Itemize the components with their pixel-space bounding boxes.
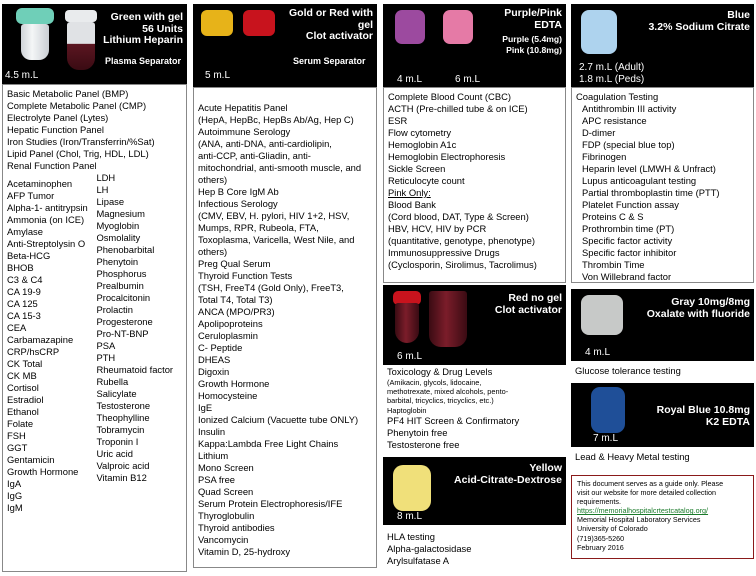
tube-volume: 5 m.L (205, 70, 231, 81)
test-item: Hep B Core IgM Ab (198, 186, 279, 197)
test-item: Thyroglobulin (198, 510, 255, 521)
test-item: Phenytoin free (387, 426, 448, 438)
tube-volume-purple: 4 m.L (397, 74, 423, 85)
test-item: Quad Screen (198, 486, 254, 497)
test-item: Amylase (7, 226, 43, 237)
test-item: Von Willebrand factor (582, 271, 672, 282)
gel-tube-body-icon (67, 22, 95, 70)
royal-blue-tube-cap-icon (591, 387, 625, 433)
test-item: Insulin (198, 426, 226, 437)
test-item: Specific factor activity (582, 235, 673, 246)
test-item: others) (198, 174, 228, 185)
test-item: Ceruloplasmin (198, 330, 258, 341)
test-item: Coagulation Testing (576, 91, 659, 102)
yellow-tube-cap-icon (393, 465, 431, 511)
header-gold-tube (193, 4, 377, 87)
test-item: Mono Screen (198, 462, 254, 473)
green-tube-body-icon (21, 24, 49, 60)
header-royal-blue-tube (571, 383, 754, 447)
test-item: (CMV, EBV, H. pylori, HIV 1+2, HSV, (198, 210, 350, 221)
test-item: Alpha-1- antitrypsin (7, 202, 88, 213)
gold-tube-cap-icon (201, 10, 233, 36)
test-item: Blood Bank (388, 199, 436, 210)
red-tube-cap-icon (243, 10, 275, 36)
tube-volume: 7 m.L (593, 433, 619, 444)
test-item: Vitamin B12 (96, 472, 147, 483)
test-item: IgM (7, 502, 23, 513)
green-tube-cap-icon (16, 8, 54, 24)
test-item: (quantitative, genotype, phenotype) (388, 235, 535, 246)
test-item: Phenytoin (96, 256, 139, 267)
tube-volume: 4 m.L (585, 347, 611, 358)
test-item: LDH (96, 172, 116, 183)
test-item: CA 125 (7, 298, 38, 309)
column-blue-sodium-citrate (571, 4, 754, 572)
test-item: Serum Protein Electrophoresis/IFE (198, 498, 343, 509)
header-title: Purple/Pink EDTA (504, 7, 562, 31)
test-item: Prolactin (96, 304, 133, 315)
red-tube-blood-icon (429, 291, 467, 347)
test-item: Prothrombin time (PT) (582, 223, 675, 234)
header-title: Gray 10mg/8mg Oxalate with fluoride (646, 296, 750, 320)
test-item: Preg Qual Serum (198, 258, 271, 269)
test-item: Carbamazapine (7, 334, 74, 345)
test-item: Complete Blood Count (CBC) (388, 91, 511, 102)
test-item: Renal Function Panel (7, 160, 97, 171)
test-item: ACTH (Pre-chilled tube & on ICE) (388, 103, 528, 114)
test-item: Partial thromboplastin time (PTT) (582, 187, 720, 198)
pink-tube-cap-icon (443, 10, 473, 44)
test-item: (ANA, anti-DNA, anti-cardiolipin, (198, 138, 332, 149)
test-item: Gentamicin (7, 454, 55, 465)
test-item: Lipid Panel (Chol, Trig, HDL, LDL) (7, 148, 149, 159)
gel-tube-cap-icon (65, 10, 97, 22)
test-item: (TSH, FreeT4 (Gold Only), FreeT3, (198, 282, 344, 293)
test-item: FSH (7, 430, 26, 441)
test-item: Phenobarbital (96, 244, 155, 255)
test-item: Prealbumin (96, 280, 144, 291)
test-item: Ethanol (7, 406, 39, 417)
note-line: Memorial Hospital Laboratory Services (577, 515, 701, 525)
test-item: CEA (7, 322, 27, 333)
test-item: Sickle Screen (388, 163, 446, 174)
test-item: Platelet Function assay (582, 199, 679, 210)
test-item: Acetaminophen (7, 178, 73, 189)
test-item: Myoglobin (96, 220, 140, 231)
test-item: Progesterone (96, 316, 153, 327)
note-line: February 2016 (577, 542, 624, 552)
tube-volume-adult: 2.7 m.L (Adult) (579, 62, 645, 73)
header-blue-tube (571, 4, 754, 87)
note-line: This document serves as a guide only. Please (577, 479, 724, 488)
test-item: HLA testing (387, 531, 435, 542)
test-item: PSA (96, 340, 116, 351)
test-item: PSA free (198, 474, 236, 485)
yellow-tube-tests (383, 525, 566, 567)
test-item: Glucose tolerance testing (575, 365, 681, 376)
test-item: (HepA, HepBc, HepBs Ab/Ag, Hep C) (198, 114, 354, 125)
test-item: Digoxin (198, 366, 230, 377)
test-item: Hemoglobin Electrophoresis (388, 151, 506, 162)
test-item: ANCA (MPO/PR3) (198, 306, 275, 317)
test-item: others) (198, 246, 228, 257)
test-item: Heparin level (LMWH & Unfract) (582, 163, 716, 174)
test-item: CRP/hsCRP (7, 346, 60, 357)
test-item: Thyroid Function Tests (198, 270, 293, 281)
test-item: D-dimer (582, 127, 616, 138)
gray-tube-cap-icon (581, 295, 623, 335)
test-item: Cortisol (7, 382, 39, 393)
test-item: Electrolyte Panel (Lytes) (7, 112, 109, 123)
test-item: Magnesium (96, 208, 145, 219)
test-item: (Cord blood, DAT, Type & Screen) (388, 211, 529, 222)
test-item: Vancomycin (198, 534, 249, 545)
gray-tube-tests (571, 361, 754, 383)
header-green-tube (2, 4, 187, 84)
test-item: Tobramycin (96, 424, 145, 435)
disclaimer-note (571, 475, 754, 559)
test-item: Antithrombin III activity (582, 103, 677, 114)
test-item: PTH (96, 352, 116, 363)
test-item: FDP (special blue top) (582, 139, 675, 150)
test-item: Pink Only: (388, 187, 431, 198)
test-item: Mumps, RPR, Rubeola, FTA, (198, 222, 319, 233)
tube-volume-pink: 6 m.L (455, 74, 481, 85)
test-item: Hemoglobin A1c (388, 139, 457, 150)
test-item: IgA (7, 478, 22, 489)
header-title: Blue 3.2% Sodium Citrate (648, 9, 750, 33)
purple-tube-cap-icon (395, 10, 425, 44)
test-list-left (7, 172, 96, 514)
column-green-lithium-heparin (2, 4, 187, 572)
test-item: C- Peptide (198, 342, 243, 353)
test-item: Total T4, Total T3) (198, 294, 273, 305)
test-item: Alpha-galactosidase (387, 543, 472, 554)
test-item: Osmolality (96, 232, 141, 243)
test-item: APC resistance (582, 115, 647, 126)
test-item: Lithium (198, 450, 229, 461)
test-item: Ammonia (on ICE) (7, 214, 85, 225)
test-item: Anti-Streptolysin O (7, 238, 86, 249)
test-list-right (96, 172, 182, 514)
test-item: Complete Metabolic Panel (CMP) (7, 100, 147, 111)
test-item: Autoimmune Serology (198, 126, 291, 137)
test-item: mitochondrial, anti-smooth muscle, and (198, 162, 362, 173)
test-item: IgG (7, 490, 23, 501)
test-item: Specific factor inhibitor (582, 247, 677, 258)
test-item: CK MB (7, 370, 37, 381)
header-red-tube (383, 285, 566, 365)
note-line: (719)365-5260 (577, 533, 625, 543)
test-item-detail: barbital, tricyclics, tricyclics, etc.) (387, 396, 494, 406)
test-item: Rubella (96, 376, 129, 387)
test-item: Immunosuppressive Drugs (388, 247, 500, 258)
test-item: HBV, HCV, HIV by PCR (388, 223, 487, 234)
test-item: Theophylline (96, 412, 150, 423)
test-item: Troponin I (96, 436, 139, 447)
tube-volume: 8 m.L (397, 511, 423, 522)
header-yellow-tube (383, 457, 566, 525)
note-line: requirements. (577, 497, 621, 507)
test-item-detail: methotrexate, mixed alcohols, pento- (387, 387, 509, 397)
green-tube-tests (2, 84, 187, 572)
header-title: Royal Blue 10.8mg K2 EDTA (656, 404, 750, 428)
header-title: Red no gel Clot activator (494, 292, 562, 316)
test-item: Vitamin D, 25-hydroxy (198, 546, 291, 557)
tube-volume-peds: 1.8 m.L (Peds) (579, 74, 645, 85)
header-gray-tube (571, 289, 754, 361)
test-item: Uric acid (96, 448, 133, 459)
column-purple-pink-edta (383, 4, 566, 572)
header-title: Yellow Acid-Citrate-Dextrose (454, 462, 562, 486)
header-subtitle: Serum Separator (293, 56, 366, 66)
test-item: PF4 HIT Screen & Confirmatory (387, 414, 520, 426)
test-item: IgE (198, 402, 213, 413)
test-item: Estradiol (7, 394, 44, 405)
test-item: Growth Hormone (7, 466, 79, 477)
test-item: (Cyclosporin, Sirolimus, Tacrolimus) (388, 259, 537, 270)
test-item: Arylsulfatase A (387, 555, 450, 566)
test-item: CK Total (7, 358, 43, 369)
note-line: visit our website for more detailed collection (577, 488, 717, 498)
test-item: AFP Tumor (7, 190, 55, 201)
test-item: Testosterone (96, 400, 151, 411)
note-line: University of Colorado (577, 524, 648, 534)
test-item: Testosterone free (387, 438, 460, 450)
coag-test-list (576, 103, 749, 283)
test-item: GGT (7, 442, 28, 453)
test-item: Ionized Calcium (Vacuette tube ONLY) (198, 414, 359, 425)
test-item: Lead & Heavy Metal testing (575, 451, 690, 462)
header-subtitle: Purple (5.4mg) Pink (10.8mg) (502, 34, 562, 55)
test-item: CA 19-9 (7, 286, 41, 297)
test-item: LH (96, 184, 109, 195)
test-item: Lipase (96, 196, 125, 207)
test-item: Valproic acid (96, 460, 150, 471)
test-item: C3 & C4 (7, 274, 43, 285)
test-item: Basic Metabolic Panel (BMP) (7, 88, 129, 99)
test-item: BHOB (7, 262, 34, 273)
header-title: Green with gel 56 Units Lithium Heparin (103, 11, 183, 46)
test-item: Thrombin Time (582, 259, 645, 270)
test-item: Phosphorus (96, 268, 147, 279)
test-item: Iron Studies (Iron/Transferrin/%Sat) (7, 136, 155, 147)
red-tube-tests (383, 365, 566, 455)
red-no-gel-body-icon (395, 303, 419, 343)
column-gold-serum-separator (193, 4, 377, 572)
header-subtitle: Plasma Separator (105, 56, 182, 66)
test-item: Lupus anticoagulant testing (582, 175, 697, 186)
test-item-detail: (Amikacin, glycols, lidocaine, (387, 378, 482, 387)
test-item: Salicylate (96, 388, 137, 399)
test-item: Folate (7, 418, 34, 429)
test-item: Apolipoproteins (198, 318, 263, 329)
test-catalog-link[interactable]: https://memorialhospitalcrtestcatalog.org/ (577, 506, 709, 516)
test-item: Flow cytometry (388, 127, 452, 138)
royal-blue-tube-tests (571, 447, 754, 475)
test-item: Toxicology & Drug Levels (387, 366, 493, 377)
header-title: Gold or Red with gel Clot activator (289, 7, 373, 42)
gold-tube-tests (193, 87, 377, 568)
test-item: Rheumatoid factor (96, 364, 174, 375)
test-item: Homocysteine (198, 390, 258, 401)
test-item: anti-CCP, anti-Gliadin, anti- (198, 150, 311, 161)
test-item: Reticulocyte count (388, 175, 465, 186)
header-purple-tube (383, 4, 566, 87)
test-item: Hepatic Function Panel (7, 124, 104, 135)
blue-tube-cap-icon (581, 10, 617, 54)
test-item: ESR (388, 115, 408, 126)
test-item: Proteins C & S (582, 211, 644, 222)
purple-tube-tests (383, 87, 566, 283)
test-item: Procalcitonin (96, 292, 151, 303)
test-item: Thyroid antibodies (198, 522, 275, 533)
test-item: Infectious Serology (198, 198, 278, 209)
test-list-two-column (7, 172, 182, 514)
test-item: Haptoglobin (387, 405, 427, 415)
test-item: Acute Hepatitis Panel (198, 102, 288, 113)
tube-volume: 4.5 m.L (5, 70, 39, 81)
test-item: Beta-HCG (7, 250, 51, 261)
test-item: Fibrinogen (582, 151, 627, 162)
test-item: Toxoplasma, Varicella, West Nile, and (198, 234, 355, 245)
test-item: Pro-NT-BNP (96, 328, 149, 339)
blue-tube-tests (571, 87, 754, 283)
test-item: Growth Hormone (198, 378, 270, 389)
test-item: Kappa:Lambda Free Light Chains (198, 438, 339, 449)
test-item: DHEAS (198, 354, 231, 365)
tube-volume: 6 m.L (397, 351, 423, 362)
test-item: CA 15-3 (7, 310, 41, 321)
